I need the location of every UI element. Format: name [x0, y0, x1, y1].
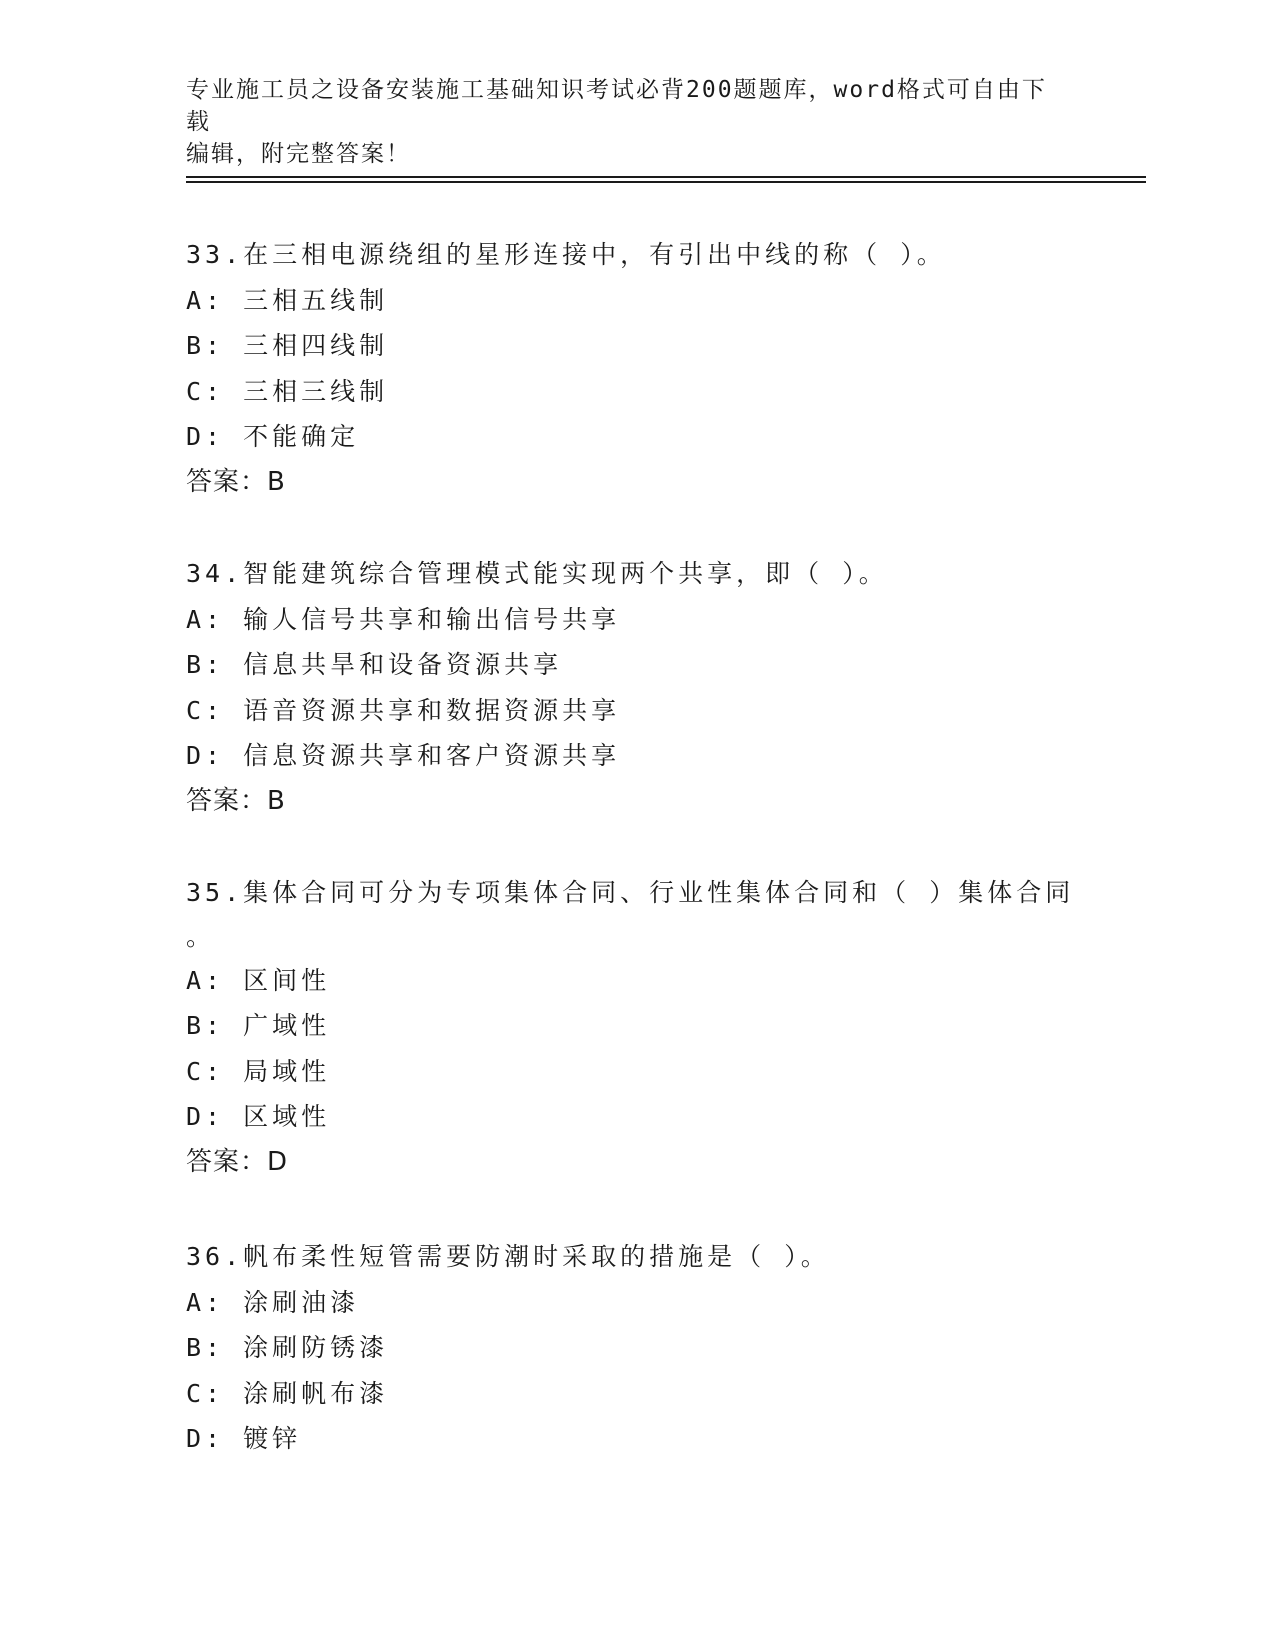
- question-stem: 34.智能建筑综合管理模式能实现两个共享，即（ ）。: [186, 559, 888, 588]
- header-divider-bottom: [186, 181, 1146, 183]
- option-d: D: 不能确定: [186, 422, 360, 451]
- option-a: A: 区间性: [186, 965, 331, 995]
- option-b: B: 广域性: [186, 1011, 331, 1040]
- option-a: A: 三相五线制: [186, 285, 389, 315]
- answer-line: 答案：D: [186, 1146, 289, 1177]
- question-block: [186, 232, 1086, 505]
- question-stem-continuation: 。: [186, 921, 216, 951]
- option-c: C: 语音资源共享和数据资源共享: [186, 695, 621, 725]
- option-d: D: 信息资源共享和客户资源共享: [186, 741, 621, 770]
- question-stem: 33.在三相电源绕组的星形连接中，有引出中线的称（ ）。: [186, 240, 946, 269]
- option-b: B: 信息共旱和设备资源共享: [186, 650, 563, 679]
- option-a: A: 涂刷油漆: [186, 1287, 360, 1317]
- option-b: B: 三相四线制: [186, 331, 389, 360]
- question-block: [186, 1234, 1086, 1462]
- option-d: D: 区域性: [186, 1102, 331, 1131]
- header-line-2: 编辑，附完整答案！: [186, 141, 411, 167]
- option-a: A: 输人信号共享和输出信号共享: [186, 604, 621, 634]
- option-d: D: 镀锌: [186, 1424, 302, 1453]
- answer-line: 答案：B: [186, 466, 286, 497]
- question-block: [186, 551, 1086, 824]
- header-line-1: 专业施工员之设备安装施工基础知识考试必背200题题库，word格式可自由下载: [186, 77, 1047, 135]
- question-block: [186, 870, 1086, 1185]
- document-header: [186, 74, 1066, 170]
- question-stem: 35.集体合同可分为专项集体合同、行业性集体合同和（ ）集体合同: [186, 878, 1075, 907]
- question-stem: 36.帆布柔性短管需要防潮时采取的措施是（ ）。: [186, 1242, 830, 1271]
- header-divider-top: [186, 176, 1146, 178]
- option-c: C: 三相三线制: [186, 376, 389, 406]
- answer-line: 答案：B: [186, 785, 286, 816]
- option-c: C: 涂刷帆布漆: [186, 1378, 389, 1408]
- option-c: C: 局域性: [186, 1056, 331, 1086]
- option-b: B: 涂刷防锈漆: [186, 1333, 389, 1362]
